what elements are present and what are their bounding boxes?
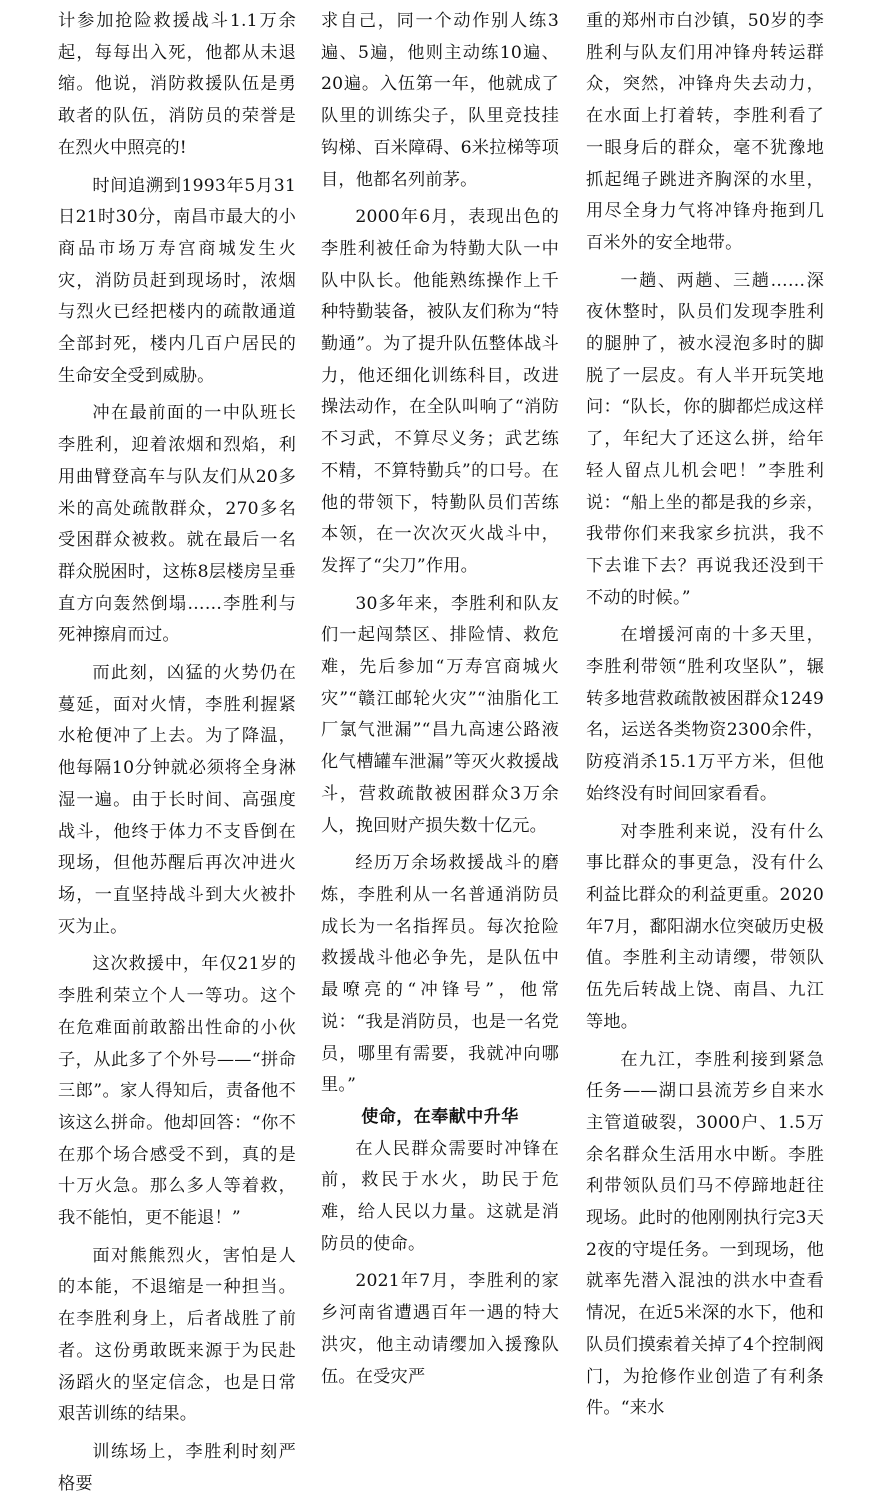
paragraph: 冲在最前面的一中队班长李胜利，迎着浓烟和烈焰，利用曲臂登高车与队友们从20多米的高处疏散群众，270多名受困群众被救。就在最后一名群众脱困时，这栋8层楼房呈垂直方向轰然倒塌……李胜利与死神擦肩而过。 <box>58 403 296 646</box>
paragraph: 30多年来，李胜利和队友们一起闯禁区、排险情、救危难，先后参加“万寿宫商城火灾”“赣江邮轮火灾”“油脂化工厂氯气泄漏”“昌九高速公路液化气槽罐车泄漏”等灭火救援战斗，营救疏散被困群众3万余人，挽回财产损失数十亿元。 <box>321 593 559 836</box>
paragraph: 面对熊熊烈火，害怕是人的本能，不退缩是一种担当。在李胜利身上，后者战胜了前者。这份勇敢既来源于为民赴汤蹈火的坚定信念，也是日常艰苦训练的结果。 <box>58 1245 296 1425</box>
paragraph: 2021年7月，李胜利的家乡河南省遭遇百年一遇的特大洪灾，他主动请缨加入援豫队伍。在受灾严 <box>321 1271 559 1387</box>
text-column-1 <box>58 6 296 1500</box>
paragraph: 在人民群众需要时冲锋在前，救民于水火，助民于危难，给人民以力量。这就是消防员的使命。 <box>321 1138 559 1254</box>
paragraph: 求自己，同一个动作别人练3遍、5遍，他则主动练10遍、20遍。入伍第一年，他就成了队里的训练尖子，队里竞技挂钩梯、百米障碍、6米拉梯等项目，他都名列前茅。 <box>321 11 559 190</box>
paragraph: 训练场上，李胜利时刻严格要 <box>58 1441 296 1494</box>
paragraph: 重的郑州市白沙镇，50岁的李胜利与队友们用冲锋舟转运群众，突然，冲锋舟失去动力，在水面上打着转，李胜利看了一眼身后的群众，毫不犹豫地抓起绳子跳进齐胸深的水里，用尽全身力气将冲锋舟拖到几百米外的安全地带。 <box>586 11 824 253</box>
paragraph: 一趟、两趟、三趟……深夜休整时，队员们发现李胜利的腿肿了，被水浸泡多时的脚脱了一层皮。有人半开玩笑地问：“队长，你的脚都烂成这样了，年纪大了还这么拼，给年轻人留点儿机会吧！”李胜利说：“船上坐的都是我的乡亲，我带你们来我家乡抗洪，我不下去谁下去？再说我还没到干不动的时候。” <box>586 270 824 608</box>
paragraph: 对李胜利来说，没有什么事比群众的事更急，没有什么利益比群众的利益更重。2020年7月，鄱阳湖水位突破历史极值。李胜利主动请缨，带领队伍先后转战上饶、南昌、九江等地。 <box>586 821 824 1032</box>
paragraph: 在九江，李胜利接到紧急任务——湖口县流芳乡自来水主管道破裂，3000户、1.5万余名群众生活用水中断。李胜利带领队员们马不停蹄地赶往现场。此时的他刚刚执行完3天2夜的守堤任务。一到现场，他就率先潜入混浊的洪水中查看情况，在近5米深的水下，他和队员们摸索着关掉了4个控制阀门，为抢修作业创造了有利条件。“来水 <box>586 1049 824 1419</box>
section-heading: 使命，在奉献中升华 <box>361 1106 519 1127</box>
text-column-3 <box>586 6 824 1425</box>
paragraph: 而此刻，凶猛的火势仍在蔓延，面对火情，李胜利握紧水枪便冲了上去。为了降温，他每隔10分钟就必须将全身淋湿一遍。由于长时间、高强度战斗，他终于体力不支昏倒在现场，但他苏醒后再次冲进火场，一直坚持战斗到大火被扑灭为止。 <box>58 663 296 937</box>
paragraph: 计参加抢险救援战斗1.1万余起，每每出入死，他都从未退缩。他说，消防救援队伍是勇敢者的队伍，消防员的荣誉是在烈火中照亮的! <box>58 11 296 158</box>
paragraph: 时间追溯到1993年5月31日21时30分，南昌市最大的小商品市场万寿宫商城发生火灾，消防员赶到现场时，浓烟与烈火已经把楼内的疏散通道全部封死，楼内几百户居民的生命安全受到威胁。 <box>58 175 296 386</box>
paragraph: 在增援河南的十多天里，李胜利带领“胜利攻坚队”，辗转多地营救疏散被困群众1249名，运送各类物资2300余件，防疫消杀15.1万平方米，但他始终没有时间回家看看。 <box>586 625 824 804</box>
paragraph: 经历万余场救援战斗的磨炼，李胜利从一名普通消防员成长为一名指挥员。每次抢险救援战斗他必争先，是队伍中最嘹亮的“冲锋号”，他常说：“我是消防员，也是一名党员，哪里有需要，我就冲向哪里。” <box>321 853 559 1096</box>
text-column-2 <box>321 6 559 1393</box>
paragraph: 2000年6月，表现出色的李胜利被任命为特勤大队一中队中队长。他能熟练操作上千种特勤装备，被队友们称为“特勤通”。为了提升队伍整体战斗力，他还细化训练科目，改进操法动作，在全队叫响了“消防不习武，不算尽义务；武艺练不精，不算特勤兵”的口号。在他的带领下，特勤队员们苦练本领，在一次次灭火战斗中，发挥了“尖刀”作用。 <box>321 207 559 576</box>
paragraph: 这次救援中，年仅21岁的李胜利荣立个人一等功。这个在危难面前敢豁出性命的小伙子，从此多了个外号——“拼命三郎”。家人得知后，责备他不该这么拼命。他却回答：“你不在那个场合感受不到，真的是十万火急。那么多人等着救，我不能怕，更不能退！” <box>58 954 296 1229</box>
